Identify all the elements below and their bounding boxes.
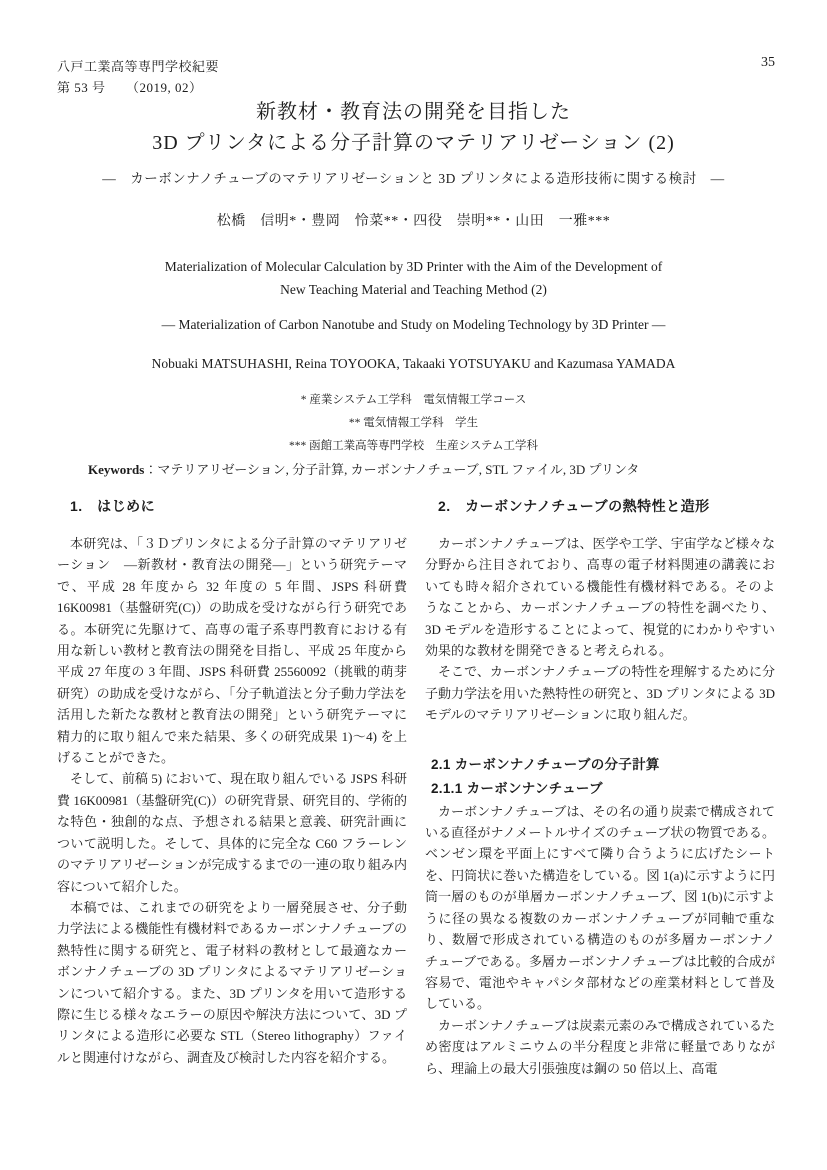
paper-title-ja-line1: 新教材・教育法の開発を目指した <box>256 101 571 123</box>
issue-line: 第 53 号 （2019, 02） <box>57 80 203 95</box>
title-block <box>0 97 827 458</box>
paper-title-en <box>0 255 827 301</box>
affiliation-1: * 産業システム工学科 電気情報工学コース <box>300 394 527 406</box>
paper-subtitle-ja: ― カーボンナノチューブのマテリアリゼーションと 3D プリンタによる造形技術に関する検討 ― <box>102 171 725 186</box>
section-1-paragraph-2: そして、前稿 5) において、現在取り組んでいる JSPS 科研費 16K00981（基盤研究(C)）の研究背景、研究目的、学術的な特色・独創的な点、予想される結果と意義、研究計画について説明した。そして、具体的に完全な C60 フラーレンのマテリアリゼーションが完成するまでの一連の取り組み内容について紹介した。 <box>57 771 407 894</box>
section-1-heading: 1. はじめに <box>70 498 156 514</box>
section-2-heading: 2. カーボンナノチューブの熱特性と造形 <box>438 498 710 514</box>
paper-title-ja-line2: 3D プリンタによる分子計算のマテリアリゼーション (2) <box>152 132 675 154</box>
keywords-line <box>88 459 767 478</box>
affiliation-2: ** 電気情報工学科 学生 <box>348 417 479 429</box>
authors-ja: 松橋 信明*・豊岡 怜菜**・四役 崇明**・山田 一雅*** <box>216 214 611 229</box>
keywords-label: Keywords <box>88 462 145 477</box>
page-number: 35 <box>761 55 775 70</box>
paper-title-en-line1: Materialization of Molecular Calculation by 3D Printer with the Aim of the Development of <box>164 259 663 274</box>
section-1-paragraph-1: 本研究は、「３Ｄプリンタによる分子計算のマテリアリゼーション ―新教材・教育法の開発―」という研究テーマで、平成 28 年度から 32 年度の 5 年間、JSPS 科研費 16K00981（基盤研究(C)）の助成を受けながら行う研究である。本研究に先駆けて、高専の電子系専門教育における有用な新しい教材と教育法の開発を目指し、平成 25 年度から平成 27 年度の 3 年間、JSPS 科研費 25560092（挑戦的萌芽研究）の助成を受けながら、「分子軌道法と分子動力学法を活用した新たな教材と教育法の開発」という研究テーマに精力的に取り組んで来た結果、多くの研究成果 1)～4) を上げることができた。 <box>57 536 407 766</box>
section-2-paragraph-2: そこで、カーボンナノチューブの特性を理解するために分子動力学法を用いた熱特性の研究と、3D プリンタによる 3D モデルのマテリアリゼーションに取り組んだ。 <box>425 664 775 723</box>
section-2-paragraph-4: カーボンナノチューブは炭素元素のみで構成されているため密度はアルミニウムの半分程度と非常に軽量でありながら、理論上の最大引張強度は鋼の 50 倍以上、高電 <box>425 1017 775 1076</box>
keywords-text: マテリアリゼーション, 分子計算, カーボンナノチューブ, STL ファイル, 3D プリンタ <box>157 462 640 477</box>
affiliation-3: *** 函館工業高等専門学校 生産システム工学科 <box>289 440 538 452</box>
affiliations <box>0 389 827 458</box>
body-columns <box>57 494 775 1079</box>
section-2-paragraph-3: カーボンナノチューブは、その名の通り炭素で構成されている直径がナノメートルサイズのチューブ状の物質である。ベンゼン環を平面上にすべて隣り合うように広げたシートを、円筒状に巻いた構造をしている。図 1(a)に示すように円筒一層のものが単層カーボンナノチューブ、図 1(b)に示すように径の異なる複数のカーボンナノチューブが同軸で重なり、数層で形成されている構造のものが多層カーボンナノチューブである。多層カーボンナノチューブは比較的合成が容易で、電池やキャパシタ部材などの産業材料として普及している。 <box>425 803 775 1012</box>
subsection-2-1-block <box>425 753 775 801</box>
subsection-2-1-heading: 2.1 カーボンナノチューブの分子計算 <box>431 756 660 772</box>
running-head <box>57 56 219 98</box>
left-column <box>57 494 407 1079</box>
section-1-paragraph-3: 本稿では、これまでの研究をより一層発展させ、分子動力学法による機能性有機材料であるカーボンナノチューブの熱特性に関する研究と、電子材料の教材として最適なカーボンナノチューブの 3D プリンタによるマテリアリゼーションについて紹介する。また、3D プリンタを用いて造形する際に生じる様々なエラーの原因や解決方法について、3D プリンタによる造形に必要な STL（Stereo lithography）ファイルと関連付けながら、調査及び検討した内容を紹介する。 <box>57 899 407 1065</box>
right-column <box>425 494 775 1079</box>
journal-title: 八戸工業高等専門学校紀要 <box>57 59 220 74</box>
keywords-separator: ： <box>144 462 158 477</box>
authors-en: Nobuaki MATSUHASHI, Reina TOYOOKA, Takaaki YOTSUYAKU and Kazumasa YAMADA <box>151 356 676 371</box>
paper-subtitle-en: ― Materialization of Carbon Nanotube and Study on Modeling Technology by 3D Printer ― <box>161 317 666 332</box>
subsection-2-1-1-heading: 2.1.1 カーボンナンチューブ <box>431 780 603 796</box>
section-2-paragraph-1: カーボンナノチューブは、医学や工学、宇宙学など様々な分野から注目されており、高専の電子材料関連の講義においても時々紹介されている機能性有機材料である。そのようなことから、カーボンナノチューブの特性を調べたり、3D モデルを造形することによって、視覚的にわかりやすい効果的な教材を開発できると考えられる。 <box>425 536 775 659</box>
paper-title-en-line2: New Teaching Material and Teaching Method (2) <box>280 282 547 297</box>
